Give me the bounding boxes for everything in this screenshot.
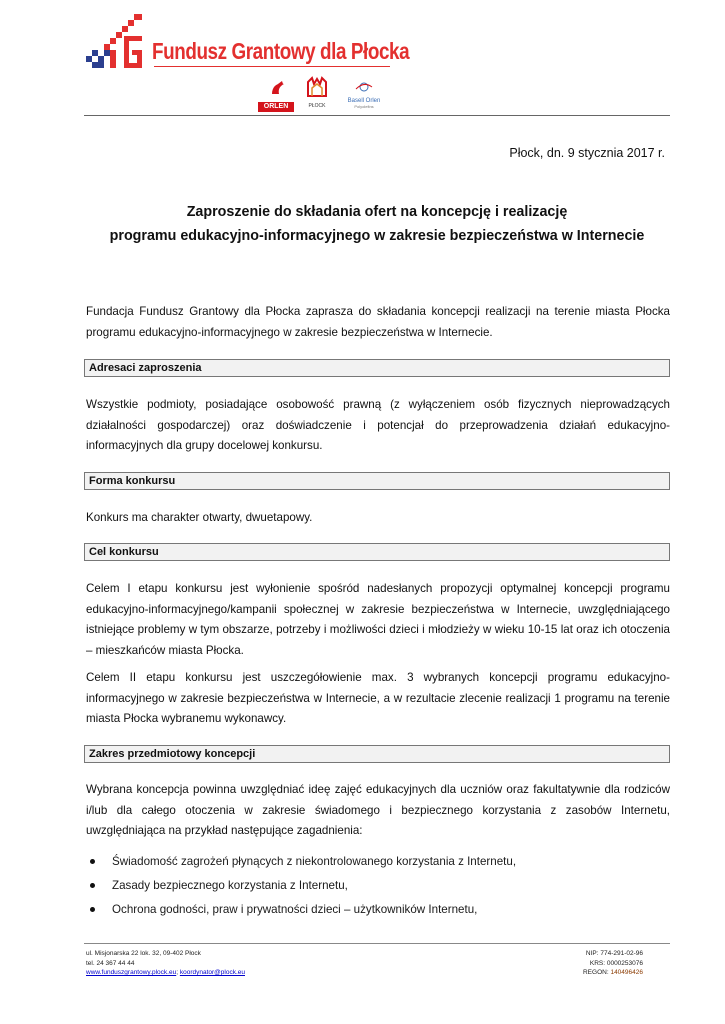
intro-text: Fundacja Fundusz Grantowy dla Płocka zaprasza do składania koncepcji realizacji na terenie miasta Płocka programu edukacyjno-informacyjnego w zakresie bezpieczeństwa w Internecie. bbox=[86, 305, 670, 339]
section-header-cel bbox=[84, 543, 670, 561]
zakres-text: Wybrana koncepcja powinna uwzględniać ideę zajęć edukacyjnych dla uczniów oraz fakultatywnie dla rodziców i/lub dla całego otoczenia w zakresie świadomego i bezpiecznego korzystania z zasobów Internetu, uwzględniająca na przykład następujące zagadnienia: bbox=[86, 783, 670, 837]
plock-label: PŁOCK bbox=[308, 103, 326, 109]
list-item: Świadomość zagrożeń płynących z niekontrolowanego korzystania z Internetu, bbox=[86, 852, 670, 876]
section-header-zakres bbox=[84, 745, 670, 763]
zakres-paragraph bbox=[86, 780, 670, 842]
basell-orlen-logo bbox=[338, 80, 390, 109]
footer-divider bbox=[84, 943, 670, 944]
email-link[interactable]: koordynator@plock.eu bbox=[179, 969, 245, 976]
plock-logo bbox=[306, 76, 328, 109]
title-line-1: Zaproszenie do składania ofert na koncepcję i realizację bbox=[186, 204, 568, 220]
section-heading: Adresaci zaproszenia bbox=[89, 362, 202, 374]
basell-sublabel: Polyolefins bbox=[354, 104, 374, 109]
website-link[interactable]: www.funduszgrantowy.plock.eu bbox=[86, 969, 177, 976]
adresaci-paragraph bbox=[86, 395, 670, 457]
header-divider bbox=[84, 115, 670, 116]
section-header-forma bbox=[84, 472, 670, 490]
forma-paragraph bbox=[86, 508, 670, 529]
footer-phone: tel. 24 367 44 44 bbox=[86, 959, 135, 967]
section-heading: Forma konkursu bbox=[89, 475, 176, 487]
list-item: Ochrona godności, praw i prywatności dzieci – użytkowników Internetu, bbox=[86, 900, 670, 924]
footer-krs: KRS: 0000253076 bbox=[589, 959, 643, 967]
orlen-logo bbox=[258, 80, 294, 108]
section-heading: Cel konkursu bbox=[89, 546, 159, 558]
footer-contact bbox=[86, 949, 245, 978]
fund-logo-icon bbox=[84, 14, 144, 70]
bullet-icon bbox=[90, 859, 95, 864]
document-date: Płock, dn. 9 stycznia 2017 r. bbox=[509, 146, 665, 160]
intro-paragraph bbox=[86, 302, 670, 343]
section-header-adresaci bbox=[84, 359, 670, 377]
orlen-eagle-icon bbox=[258, 80, 294, 96]
footer-address: ul. Misjonarska 22 lok. 32, 09-402 Płock bbox=[86, 950, 201, 957]
document-title bbox=[84, 200, 670, 248]
adresaci-text: Wszystkie podmioty, posiadające osobowość prawną (z wyłączeniem osób fizycznych nieprowadzących działalności gospodarczej) oraz doświadczenie i potencjał do przeprowadzenia działań edukacyjno-informacyjnych dla grupy docelowej konkursu. bbox=[86, 398, 670, 452]
cel-paragraph-2 bbox=[86, 668, 670, 730]
bullet-icon bbox=[90, 907, 95, 912]
footer-nip: NIP: 774-291-02-96 bbox=[585, 950, 643, 957]
title-line-2: programu edukacyjno-informacyjnego w zakresie bezpieczeństwa w Internecie bbox=[109, 228, 645, 244]
bullet-icon bbox=[90, 883, 95, 888]
cel-paragraph-1 bbox=[86, 579, 670, 661]
basell-swirl-icon bbox=[338, 81, 390, 93]
footer-regon-value: 140496426 bbox=[610, 969, 643, 976]
cel-text-1: Celem I etapu konkursu jest wyłonienie spośród nadesłanych propozycji optymalnej koncepcji programu edukacyjno-informacyjnego/kampanii społecznej w zakresie bezpieczeństwa w Internecie, uwzględniającego istniejące problemy w tym obszarze, potrzeby i możliwości dzieci i młodzieży w wieku 10-15 lat oraz ich otoczenia – mieszkańców miasta Płocka. bbox=[86, 582, 670, 657]
footer-registry bbox=[583, 949, 643, 978]
footer-regon-label: REGON: bbox=[582, 969, 609, 976]
section-heading: Zakres przedmiotowy koncepcji bbox=[89, 748, 256, 760]
link-separator: ; bbox=[176, 969, 179, 976]
list-item: Zasady bezpiecznego korzystania z Internetu, bbox=[86, 876, 670, 900]
title-underline bbox=[154, 66, 390, 67]
basell-label: Basell Orlen bbox=[347, 98, 381, 104]
plock-crest-icon bbox=[306, 76, 328, 98]
zakres-bullet-list bbox=[86, 852, 670, 924]
cel-text-2: Celem II etapu konkursu jest uszczegółowienie max. 3 wybranych koncepcji programu edukacyjno-informacyjnego w zakresie bezpieczeństwa w Internecie, a w rezultacie zlecenie realizacji 1 programu na terenie miasta Płocka wybranemu wykonawcy. bbox=[86, 671, 670, 725]
fund-name-title: Fundusz Grantowy dla Płocka bbox=[152, 38, 410, 64]
forma-text: Konkurs ma charakter otwarty, dwuetapowy. bbox=[86, 511, 313, 524]
orlen-label: ORLEN bbox=[258, 102, 294, 112]
